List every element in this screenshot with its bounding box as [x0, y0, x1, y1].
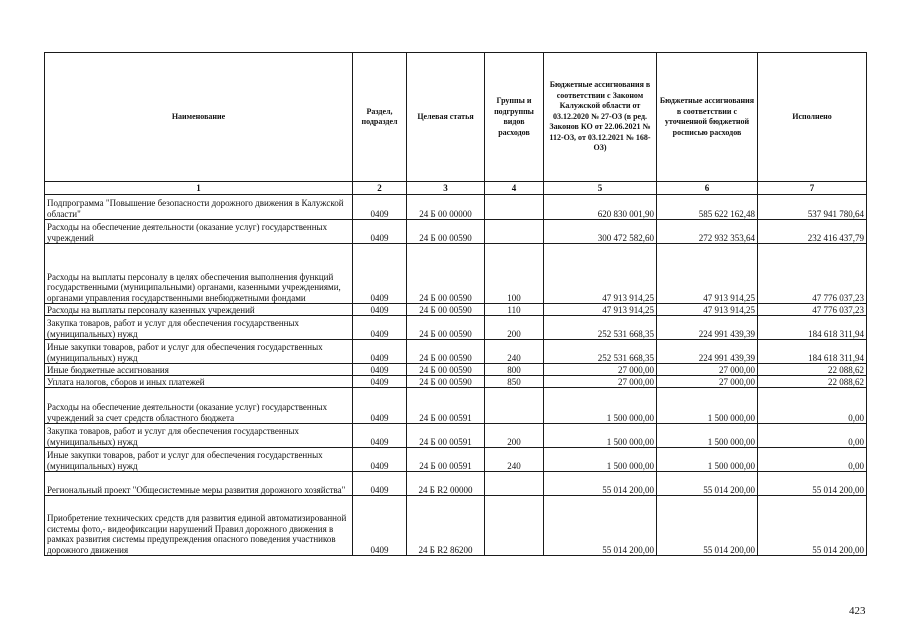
budget-execution-table [44, 52, 867, 556]
table-row [45, 340, 867, 364]
table-row [45, 316, 867, 340]
row-law-allocation-cell: 300 472 582,60 [544, 220, 657, 244]
row-expense-group-cell: 240 [485, 448, 544, 472]
row-section-cell: 0409 [353, 364, 407, 376]
row-section-cell: 0409 [353, 424, 407, 448]
row-target-article-cell: 24 Б 00 00591 [407, 388, 485, 424]
row-name-cell: Закупка товаров, работ и услуг для обеспечения государственных (муниципальных) нужд [45, 316, 353, 340]
page-number: 423 [849, 605, 866, 617]
row-refined-allocation-cell: 55 014 200,00 [657, 496, 758, 556]
row-executed-cell: 0,00 [758, 388, 867, 424]
table-row [45, 388, 867, 424]
row-refined-allocation-cell: 1 500 000,00 [657, 388, 758, 424]
row-executed-cell: 537 941 780,64 [758, 195, 867, 220]
row-law-allocation-cell: 47 913 914,25 [544, 304, 657, 316]
row-expense-group-cell [485, 496, 544, 556]
row-section-cell: 0409 [353, 316, 407, 340]
row-executed-cell: 22 088,62 [758, 364, 867, 376]
row-expense-group-cell [485, 388, 544, 424]
row-refined-allocation-cell: 585 622 162,48 [657, 195, 758, 220]
row-section-cell: 0409 [353, 448, 407, 472]
row-executed-cell: 55 014 200,00 [758, 472, 867, 496]
row-target-article-cell: 24 Б 00 00590 [407, 304, 485, 316]
row-target-article-cell: 24 Б R2 86200 [407, 496, 485, 556]
row-executed-cell: 184 618 311,94 [758, 340, 867, 364]
table-row [45, 448, 867, 472]
row-section-cell: 0409 [353, 220, 407, 244]
row-target-article-cell: 24 Б R2 00000 [407, 472, 485, 496]
row-section-cell: 0409 [353, 496, 407, 556]
row-expense-group-cell [485, 195, 544, 220]
row-law-allocation-cell: 1 500 000,00 [544, 448, 657, 472]
row-refined-allocation-cell: 1 500 000,00 [657, 448, 758, 472]
row-refined-allocation-cell: 1 500 000,00 [657, 424, 758, 448]
row-refined-allocation-cell: 27 000,00 [657, 364, 758, 376]
row-name-cell: Региональный проект "Общесистемные меры развития дорожного хозяйства" [45, 472, 353, 496]
row-name-cell: Иные закупки товаров, работ и услуг для обеспечения государственных (муниципальных) нужд [45, 340, 353, 364]
header-name: Наименование [45, 53, 353, 182]
row-refined-allocation-cell: 55 014 200,00 [657, 472, 758, 496]
column-number: 4 [485, 182, 544, 195]
table-row [45, 424, 867, 448]
row-expense-group-cell: 850 [485, 376, 544, 388]
row-law-allocation-cell: 47 913 914,25 [544, 244, 657, 304]
row-target-article-cell: 24 Б 00 00591 [407, 448, 485, 472]
row-target-article-cell: 24 Б 00 00590 [407, 244, 485, 304]
row-law-allocation-cell: 1 500 000,00 [544, 424, 657, 448]
row-name-cell: Расходы на выплаты персоналу в целях обеспечения выполнения функций государственными (муниципальными) органами, казенными учреждениями, органами управления государственными внебюджетными фондами [45, 244, 353, 304]
column-number: 6 [657, 182, 758, 195]
header-law-allocation: Бюджетные ассигнования в соответствии с Законом Калужской области от 03.12.2020 № 27-ОЗ (в ред. Законов КО от 22.06.2021 № 112-ОЗ, от 03.12.2021 № 168-ОЗ) [544, 53, 657, 182]
row-executed-cell: 0,00 [758, 448, 867, 472]
row-expense-group-cell: 100 [485, 244, 544, 304]
row-target-article-cell: 24 Б 00 00591 [407, 424, 485, 448]
row-section-cell: 0409 [353, 195, 407, 220]
row-expense-group-cell [485, 472, 544, 496]
row-law-allocation-cell: 55 014 200,00 [544, 496, 657, 556]
row-executed-cell: 55 014 200,00 [758, 496, 867, 556]
column-number: 2 [353, 182, 407, 195]
row-section-cell: 0409 [353, 472, 407, 496]
column-number: 5 [544, 182, 657, 195]
row-refined-allocation-cell: 224 991 439,39 [657, 316, 758, 340]
row-executed-cell: 47 776 037,23 [758, 244, 867, 304]
row-refined-allocation-cell: 224 991 439,39 [657, 340, 758, 364]
column-number: 3 [407, 182, 485, 195]
row-executed-cell: 22 088,62 [758, 376, 867, 388]
row-name-cell: Закупка товаров, работ и услуг для обеспечения государственных (муниципальных) нужд [45, 424, 353, 448]
row-target-article-cell: 24 Б 00 00590 [407, 364, 485, 376]
row-name-cell: Приобретение технических средств для развития единой автоматизированной системы фото,- видеофиксации нарушений Правил дорожного движения в рамках развития системы предупреждения опасного поведения участников дорожного движения [45, 496, 353, 556]
row-law-allocation-cell: 27 000,00 [544, 364, 657, 376]
row-expense-group-cell: 200 [485, 316, 544, 340]
column-number: 7 [758, 182, 867, 195]
row-law-allocation-cell: 252 531 668,35 [544, 340, 657, 364]
header-row [45, 53, 867, 182]
row-expense-group-cell: 200 [485, 424, 544, 448]
row-name-cell: Иные закупки товаров, работ и услуг для обеспечения государственных (муниципальных) нужд [45, 448, 353, 472]
table-row [45, 496, 867, 556]
row-expense-group-cell: 110 [485, 304, 544, 316]
header-refined-allocation: Бюджетные ассигнования в соответствии с уточненной бюджетной росписью расходов [657, 53, 758, 182]
row-refined-allocation-cell: 47 913 914,25 [657, 304, 758, 316]
row-expense-group-cell: 800 [485, 364, 544, 376]
row-law-allocation-cell: 1 500 000,00 [544, 388, 657, 424]
row-law-allocation-cell: 27 000,00 [544, 376, 657, 388]
row-section-cell: 0409 [353, 376, 407, 388]
row-executed-cell: 232 416 437,79 [758, 220, 867, 244]
table-row [45, 472, 867, 496]
header-executed: Исполнено [758, 53, 867, 182]
row-law-allocation-cell: 620 830 001,90 [544, 195, 657, 220]
row-name-cell: Расходы на обеспечение деятельности (оказание услуг) государственных учреждений [45, 220, 353, 244]
header-target-article: Целевая статья [407, 53, 485, 182]
row-section-cell: 0409 [353, 304, 407, 316]
row-section-cell: 0409 [353, 340, 407, 364]
row-target-article-cell: 24 Б 00 00000 [407, 195, 485, 220]
row-expense-group-cell: 240 [485, 340, 544, 364]
row-refined-allocation-cell: 27 000,00 [657, 376, 758, 388]
row-target-article-cell: 24 Б 00 00590 [407, 316, 485, 340]
table-row [45, 244, 867, 304]
table-body [45, 195, 867, 556]
row-refined-allocation-cell: 272 932 353,64 [657, 220, 758, 244]
row-executed-cell: 184 618 311,94 [758, 316, 867, 340]
row-target-article-cell: 24 Б 00 00590 [407, 376, 485, 388]
row-name-cell: Расходы на обеспечение деятельности (оказание услуг) государственных учреждений за счет средств областного бюджета [45, 388, 353, 424]
row-section-cell: 0409 [353, 244, 407, 304]
table-row [45, 376, 867, 388]
table-row [45, 364, 867, 376]
table-row [45, 195, 867, 220]
table-row [45, 220, 867, 244]
row-expense-group-cell [485, 220, 544, 244]
row-name-cell: Уплата налогов, сборов и иных платежей [45, 376, 353, 388]
header-expense-group: Группы и подгруппы видов расходов [485, 53, 544, 182]
row-name-cell: Подпрограмма "Повышение безопасности дорожного движения в Калужской области" [45, 195, 353, 220]
row-section-cell: 0409 [353, 388, 407, 424]
row-executed-cell: 0,00 [758, 424, 867, 448]
header-section: Раздел, подраздел [353, 53, 407, 182]
row-target-article-cell: 24 Б 00 00590 [407, 340, 485, 364]
column-number: 1 [45, 182, 353, 195]
row-refined-allocation-cell: 47 913 914,25 [657, 244, 758, 304]
row-target-article-cell: 24 Б 00 00590 [407, 220, 485, 244]
row-name-cell: Иные бюджетные ассигнования [45, 364, 353, 376]
column-number-row [45, 182, 867, 195]
row-law-allocation-cell: 55 014 200,00 [544, 472, 657, 496]
table-row [45, 304, 867, 316]
row-executed-cell: 47 776 037,23 [758, 304, 867, 316]
row-name-cell: Расходы на выплаты персоналу казенных учреждений [45, 304, 353, 316]
row-law-allocation-cell: 252 531 668,35 [544, 316, 657, 340]
